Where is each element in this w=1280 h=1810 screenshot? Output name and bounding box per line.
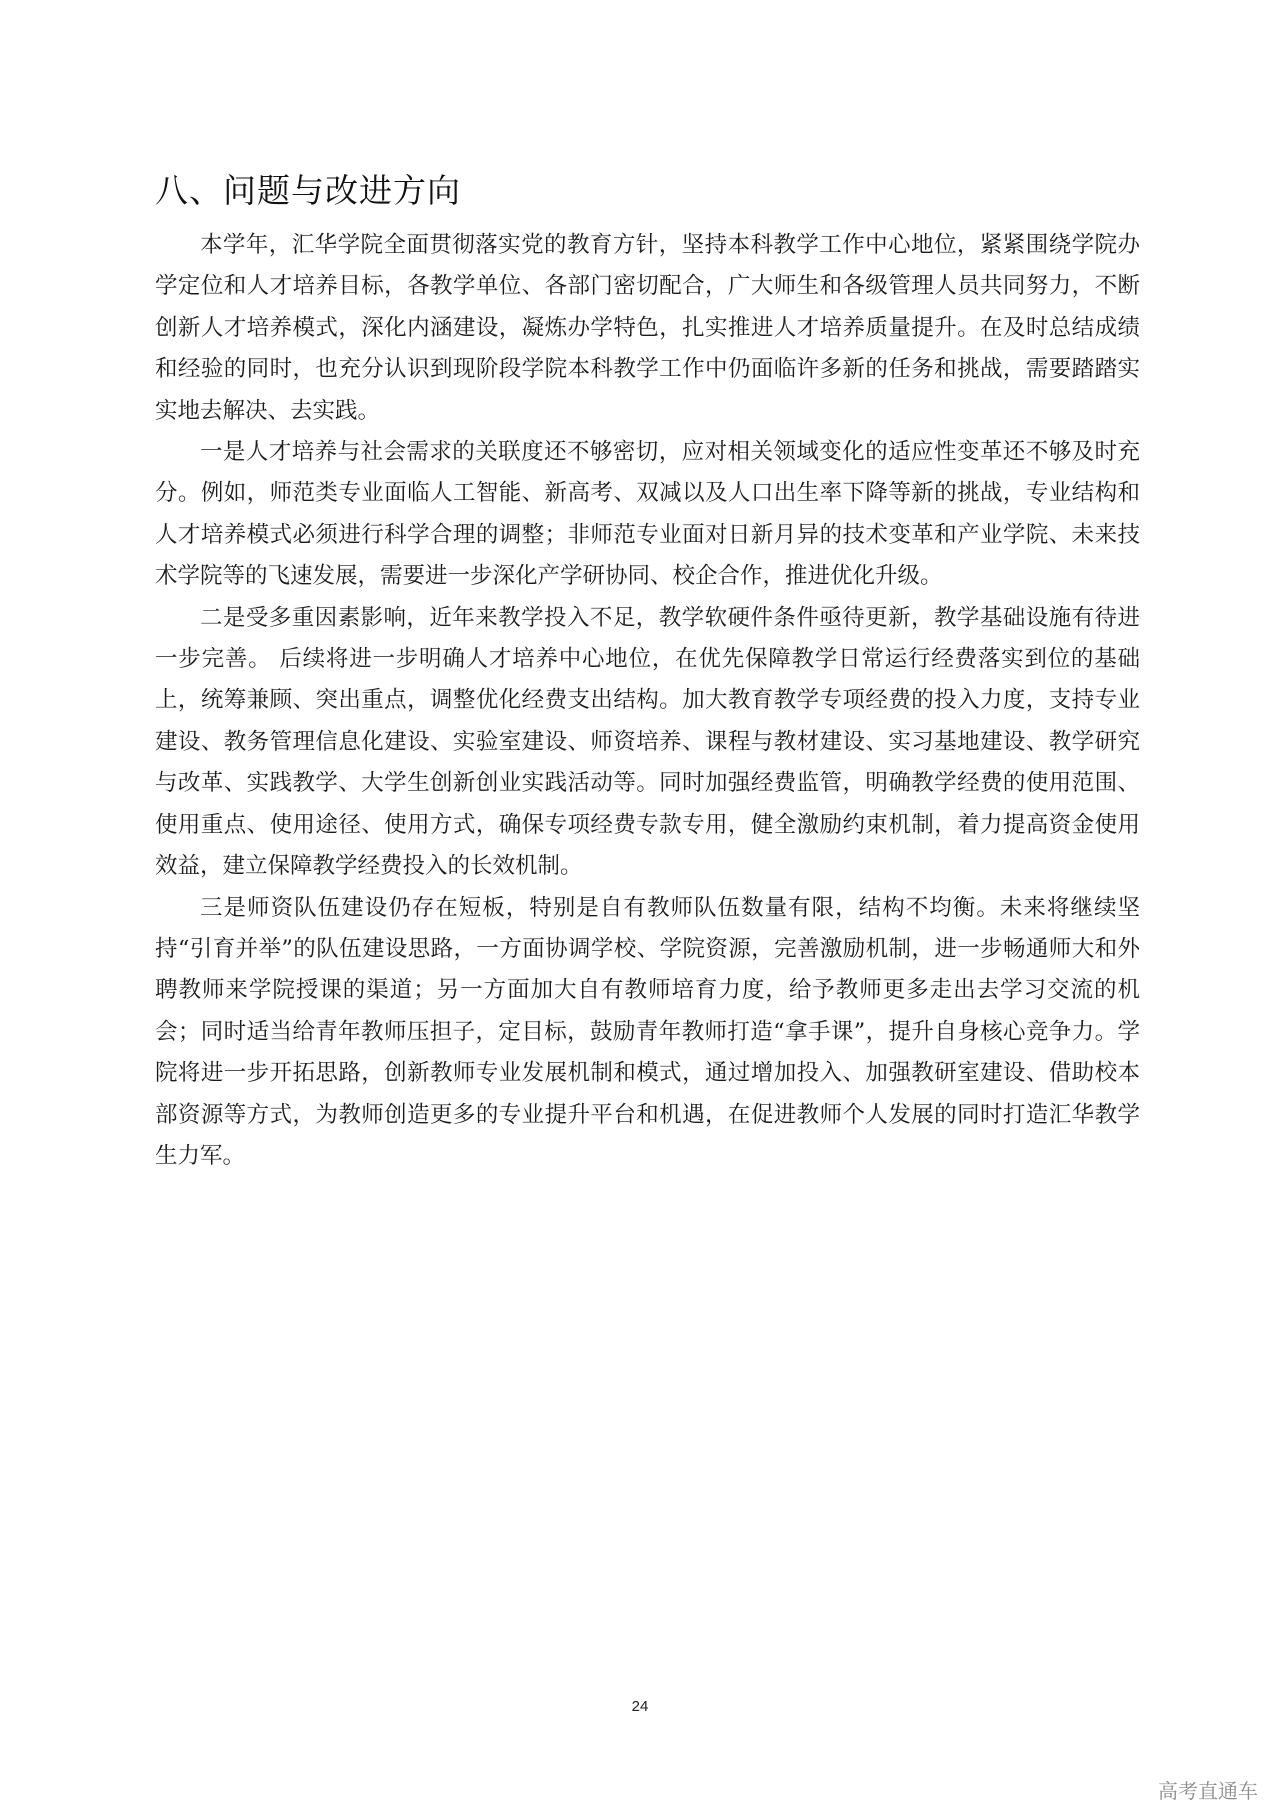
paragraph-issue-two: 二是受多重因素影响，近年来教学投入不足，教学软硬件条件亟待更新，教学基础设施有待进一步完善。 后续将进一步明确人才培养中心地位，在优先保障教学日常运行经费落实到位的基础上，统筹兼顾、突出重点，调整优化经费支出结构。加大教育教学专项经费的投入力度，支持专业建设、教务管理信息化建设、实验室建设、师资培养、课程与教材建设、实习基地建设、教学研究与改革、实践教学、大学生创新创业实践活动等。同时加强经费监管，明确教学经费的使用范围、使用重点、使用途径、使用方式，确保专项经费专款专用，健全激励约束机制，着力提高资金使用效益，建立保障教学经费投入的长效机制。 (155, 604, 1140, 880)
section-heading: 八、问题与改进方向 (155, 171, 461, 210)
page-number: 24 (631, 1698, 649, 1715)
paragraph-issue-three: 三是师资队伍建设仍存在短板，特别是自有教师队伍数量有限，结构不均衡。未来将继续坚持“引育并举”的队伍建设思路，一方面协调学校、学院资源，完善激励机制，进一步畅通师大和外聘教师来学院授课的渠道；另一方面加大自有教师培育力度，给予教师更多走出去学习交流的机会；同时适当给青年教师压担子，定目标，鼓励青年教师打造“拿手课”，提升自身核心竞争力。学院将进一步开拓思路，创新教师专业发展机制和模式，通过增加投入、加强教研室建设、借助校本部资源等方式，为教师创造更多的专业提升平台和机遇，在促进教师个人发展的同时打造汇华教学生力军。 (155, 894, 1140, 1169)
paragraph-issue-one: 一是人才培养与社会需求的关联度还不够密切，应对相关领域变化的适应性变革还不够及时充分。例如，师范类专业面临人工智能、新高考、双减以及人口出生率下降等新的挑战，专业结构和人才培养模式必须进行科学合理的调整；非师范专业面对日新月异的技术变革和产业学院、未来技术学院等的飞速发展，需要进一步深化产学研协同、校企合作，推进优化升级。 (155, 439, 1140, 590)
watermark-text: 高考直通车 (1158, 1779, 1258, 1803)
paragraph-intro: 本学年，汇华学院全面贯彻落实党的教育方针，坚持本科教学工作中心地位，紧紧围绕学院办学定位和人才培养目标，各教学单位、各部门密切配合，广大师生和各级管理人员共同努力，不断创新人才培养模式，深化内涵建设，凝炼办学特色，扎实推进人才培养质量提升。在及时总结成绩和经验的同时，也充分认识到现阶段学院本科教学工作中仍面临许多新的任务和挑战，需要踏踏实实地去解决、去实践。 (155, 232, 1140, 424)
body-text (155, 225, 1140, 1177)
